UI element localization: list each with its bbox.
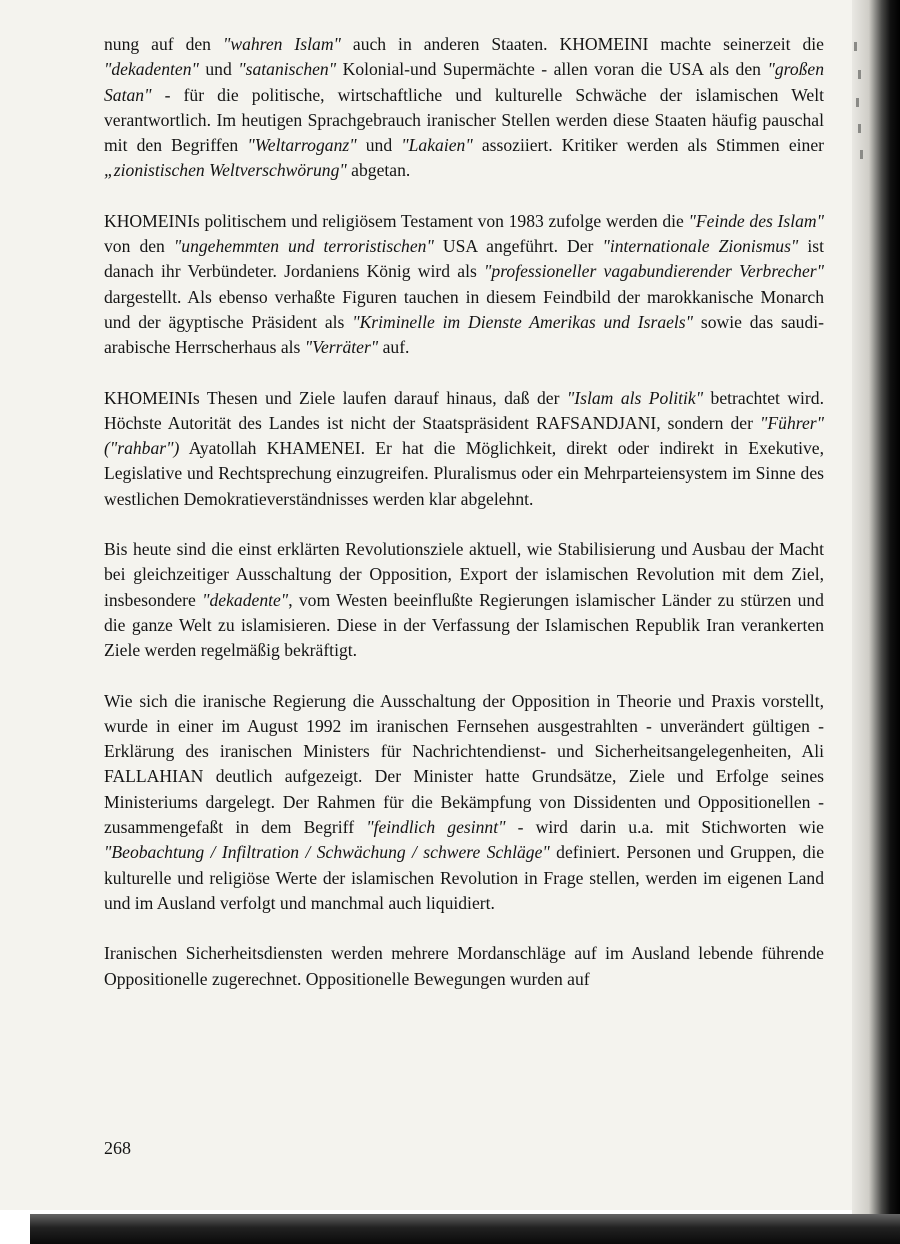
text-run: sowie das saudi-arabische Herrscherhaus als <box>104 311 824 358</box>
quoted-term: "großen Satan" <box>104 59 825 105</box>
text-run: dargestellt. Als ebenso verhaßte Figuren tauchen in diesem Feindbild der marokkanische Monarch und der ägyptische Präsident als <box>104 286 824 332</box>
text-run: KHOMEINIs Thesen und Ziele laufen darauf hinaus, daß der <box>104 387 567 408</box>
page-number: 268 <box>104 1138 131 1158</box>
quoted-term: "internationale Zionismus" <box>602 236 799 257</box>
quoted-term: "dekadente" <box>202 589 289 610</box>
text-run: und <box>356 135 402 156</box>
text-run: ist danach ihr Verbündeter. Jordaniens König wird als <box>104 236 825 282</box>
text-run: und <box>198 59 239 80</box>
text-run: - für die politische, wirtschaftliche und kulturelle Schwäche der islamischen Welt verantwortlich. Im heutigen Sprachgebrauch iranischer Stellen werden diese Staaten häufig pauschal mit den Begriffen <box>104 84 824 156</box>
text-run: Iranischen Sicherheitsdiensten werden mehrere Mordanschläge auf im Ausland lebende führende Oppositionelle zugerechnet. Oppositionelle Bewegungen wurden auf <box>104 943 824 989</box>
quoted-term: "Verräter" <box>304 337 379 358</box>
quoted-term: "Islam als Politik" <box>566 387 704 408</box>
text-run: , vom Westen beeinflußte Regierungen islamischer Länder zu stürzen und die ganze Welt zu islamisieren. Diese in der Verfassung der Islamischen Republik Iran verankerten Ziele werden regelmäßig bekräftigt. <box>104 589 824 661</box>
facing-page-mark <box>860 150 863 159</box>
facing-page-mark <box>858 124 861 133</box>
facing-page-mark <box>856 98 859 107</box>
book-gutter-shadow <box>852 0 900 1244</box>
paragraph-4 <box>104 537 824 663</box>
quoted-term: "Führer" ("rahbar") <box>104 412 824 459</box>
text-run: assoziiert. Kritiker werden als Stimmen einer <box>472 135 824 156</box>
quoted-term: "ungehemmten und terroristischen" <box>173 236 434 257</box>
text-run: - wird darin u.a. mit Stichworten wie <box>505 817 824 838</box>
text-run: auf. <box>378 337 410 358</box>
text-run: Bis heute sind die einst erklärten Revolutionsziele aktuell, wie Stabilisierung und Ausbau der Macht bei gleichzeitiger Ausschaltung der Opposition, Export der islamischen Revolution mit dem Ziel, insbesondere <box>104 539 824 610</box>
text-run: Ayatollah KHAMENEI. Er hat die Möglichkeit, direkt oder indirekt in Exekutive, Legislative und Rechtsprechung einzugreifen. Pluralismus oder ein Mehrparteiensystem im Sinne des westlichen Demokratieverständnisses werden klar abgelehnt. <box>104 438 824 509</box>
paragraph-6 <box>104 941 824 992</box>
facing-page-mark <box>858 70 861 79</box>
quoted-term: "satanischen" <box>238 59 337 80</box>
text-run: USA angeführt. Der <box>433 236 603 257</box>
text-run: betrachtet wird. Höchste Autorität des Landes ist nicht der Staatspräsident RAFSANDJANI, sondern der <box>104 387 824 433</box>
text-run: auch in anderen Staaten. KHOMEINI machte seinerzeit die <box>340 34 824 54</box>
quoted-term: „zionistischen Weltverschwörung" <box>104 160 347 181</box>
quoted-term: "dekadenten" <box>104 59 199 80</box>
paragraph-2 <box>104 209 824 361</box>
text-run: von den <box>104 236 174 257</box>
quoted-term: "Weltarroganz" <box>247 135 357 156</box>
quoted-term: "feindlich gesinnt" <box>366 817 506 838</box>
text-run: Wie sich die iranische Regierung die Ausschaltung der Opposition in Theorie und Praxis vorstellt, wurde in einer im August 1992 im iranischen Fernsehen ausgestrahlten - unverändert gültigen - Erklärung des iranischen Ministers für Nachrichtendienst- und Sicherheitsangelegenheiten, Ali FALLAHIAN deutlich aufgezeigt. Der Minister hatte Grundsätze, Ziele und Erfolge seines Ministeriums dargelegt. Der Rahmen für die Bekämpfung von Dissidenten und Oppositionellen - zusammengefaßt in dem Begriff <box>104 690 824 838</box>
page-bottom-shadow <box>30 1214 900 1244</box>
quoted-term: "Feinde des Islam" <box>688 210 824 231</box>
text-run: definiert. Personen und Gruppen, die kulturelle und religiöse Werte der islamischen Revolution in Frage stellen, werden im eigenen Land und im Ausland verfolgt und manchmal auch liquidiert. <box>104 842 825 913</box>
paragraph-5 <box>104 689 824 917</box>
text-run: nung auf den <box>104 34 223 54</box>
text-run: Kolonial-und Supermächte - allen voran die USA als den <box>336 59 768 80</box>
quoted-term: "Lakaien" <box>401 135 473 156</box>
text-run: abgetan. <box>346 160 411 181</box>
paragraph-1 <box>104 32 824 184</box>
quoted-term: "Beobachtung / Infiltration / Schwächung / schwere Schläge" <box>104 842 550 863</box>
paragraph-3 <box>104 386 824 512</box>
quoted-term: "wahren Islam" <box>222 34 341 54</box>
quoted-term: "Kriminelle im Dienste Amerikas und Israels" <box>352 311 694 332</box>
quoted-term: "professioneller vagabundierender Verbrecher" <box>484 261 824 282</box>
page-body <box>104 32 824 1017</box>
facing-page-mark <box>854 42 857 51</box>
text-run: KHOMEINIs politischem und religiösem Testament von 1983 zufolge werden die <box>104 210 689 231</box>
